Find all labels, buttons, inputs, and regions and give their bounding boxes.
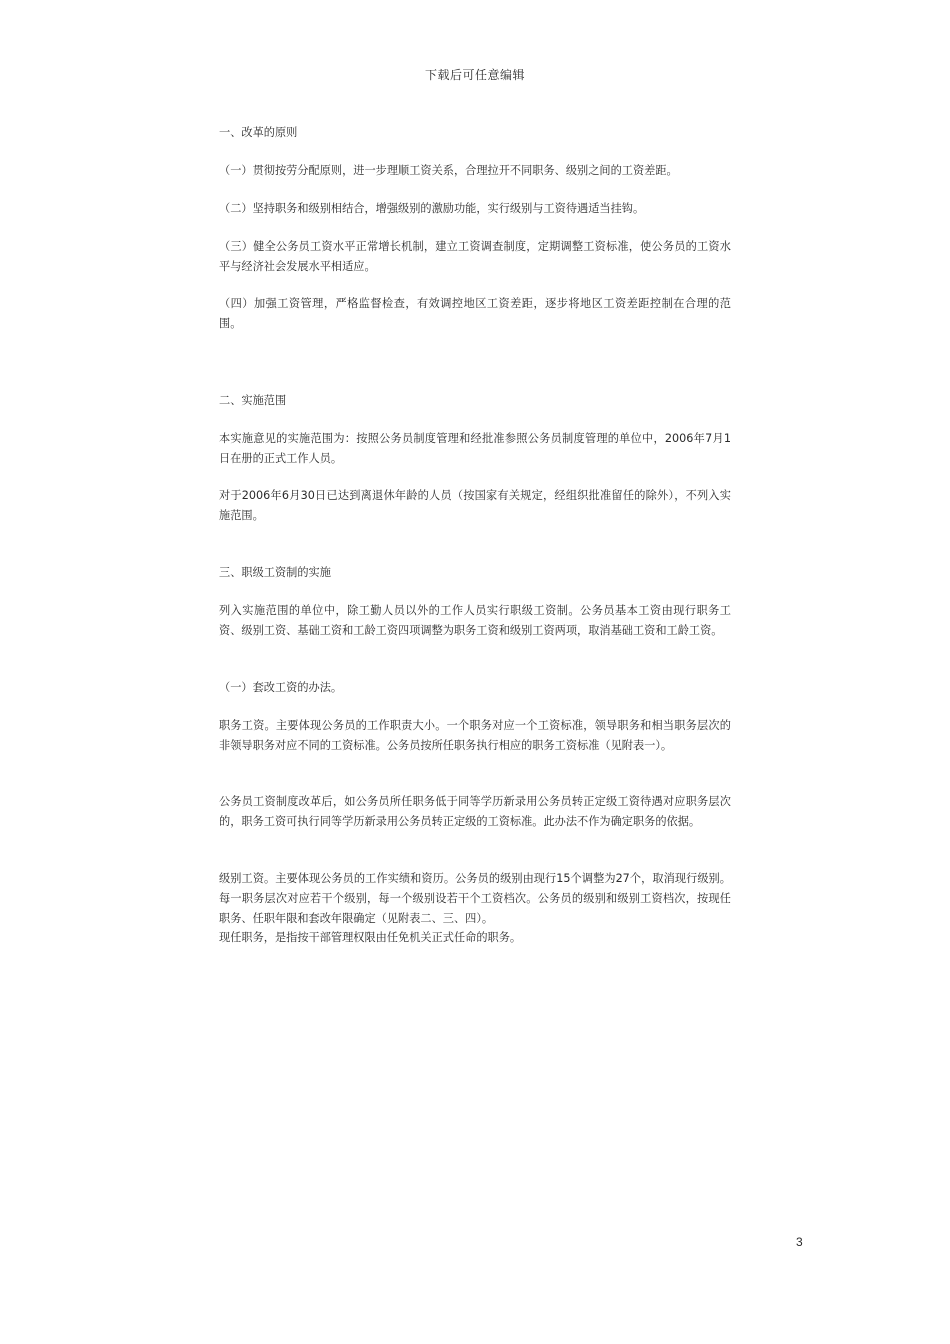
section-2-heading: 二、实施范围	[219, 394, 287, 407]
page-number: 3	[796, 1235, 803, 1249]
section-2-paragraph-2: 对于2006年6月30日已达到离退休年龄的人员（按国家有关规定，经组织批准留任的除外），不列入实施范围。	[219, 489, 731, 522]
section-1-paragraph-1: （一）贯彻按劳分配原则，进一步理顺工资关系，合理拉开不同职务、级别之间的工资差距。	[219, 164, 678, 177]
section-1-paragraph-3: （三）健全公务员工资水平正常增长机制，建立工资调查制度，定期调整工资标准，使公务员的工资水平与经济社会发展水平相适应。	[219, 240, 731, 273]
section-1-paragraph-2: （二）坚持职务和级别相结合，增强级别的激励功能，实行级别与工资待遇适当挂钩。	[219, 202, 645, 215]
section-3-heading: 三、职级工资制的实施	[219, 566, 331, 579]
section-2-paragraph-1: 本实施意见的实施范围为：按照公务员制度管理和经批准参照公务员制度管理的单位中，2006年7月1日在册的正式工作人员。	[219, 432, 731, 465]
section-3-paragraph-1: 列入实施范围的单位中，除工勤人员以外的工作人员实行职级工资制。公务员基本工资由现行职务工资、级别工资、基础工资和工龄工资四项调整为职务工资和级别工资两项，取消基础工资和工龄工资。	[219, 604, 731, 637]
section-3-paragraph-3: 公务员工资制度改革后，如公务员所任职务低于同等学历新录用公务员转正定级工资待遇对应职务层次的，职务工资可执行同等学历新录用公务员转正定级的工资标准。此办法不作为确定职务的依据。	[219, 795, 731, 828]
section-3-subheading-1: （一）套改工资的办法。	[219, 681, 343, 694]
section-3-paragraph-5: 现任职务，是指按干部管理权限由任免机关正式任命的职务。	[219, 931, 522, 944]
page-header: 下载后可任意编辑	[424, 68, 525, 82]
section-3-paragraph-4: 级别工资。主要体现公务员的工作实绩和资历。公务员的级别由现行15个调整为27个，取消现行级别。每一职务层次对应若干个级别，每一个级别设若干个工资档次。公务员的级别和级别工资档次，按现任职务、任职年限和套改年限确定（见附表二、三、四）。	[219, 872, 731, 925]
section-3-paragraph-2: 职务工资。主要体现公务员的工作职责大小。一个职务对应一个工资标准，领导职务和相当职务层次的非领导职务对应不同的工资标准。公务员按所任职务执行相应的职务工资标准（见附表一）。	[219, 719, 731, 752]
section-1-paragraph-4: （四）加强工资管理，严格监督检查，有效调控地区工资差距，逐步将地区工资差距控制在合理的范围。	[219, 297, 731, 330]
section-1-heading: 一、改革的原则	[219, 126, 298, 139]
